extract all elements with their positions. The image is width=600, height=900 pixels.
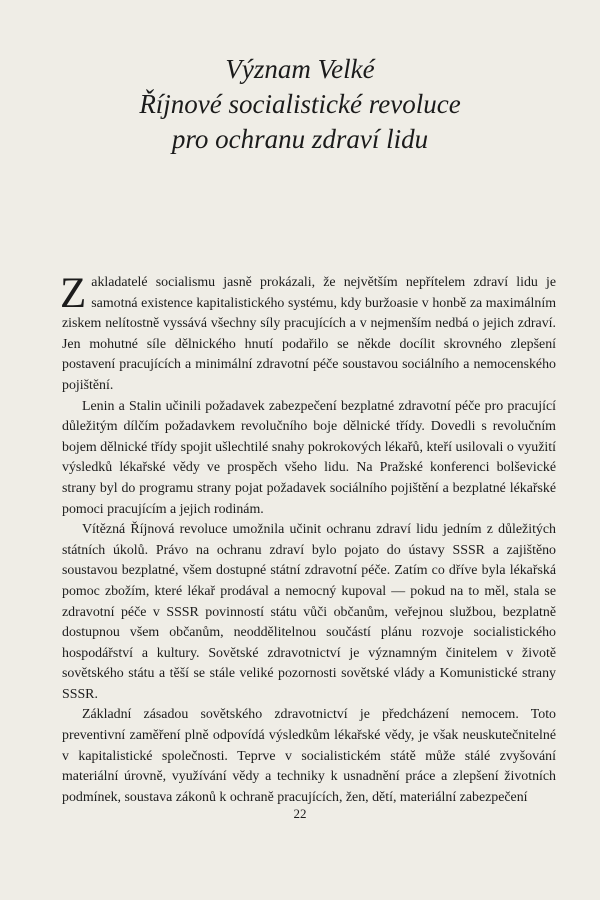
chapter-title	[0, 52, 600, 157]
paragraph-1-text: akladatelé socialismu jasně prokázali, že největším nepřítelem zdraví lidu je samotná existence kapitalistického systému, kdy buržoasie v honbě za maximálním ziskem nelítostně vyssává všechny síly pracujících a v nejmenším nedbá o jejich zdraví. Jen mohutné síle dělnického hnutí podařilo se někde docílit skrovného zlepšení postavení pracujících a minimální zdravotní péče soustavou sociálního a nemocenského pojištění.	[62, 275, 556, 393]
page-number: 22	[293, 806, 307, 821]
drop-cap: Z	[60, 270, 87, 317]
body-text	[60, 270, 556, 808]
paragraph-2: Lenin a Stalin učinili požadavek zabezpečení bezplatné zdravotní péče pro pracující důležitým dílčím požadavkem revolučního boje dělnické třídy. Dovedli s revolučním bojem dělnické třídy spojit ušlechtilé snahy pokrokových lékařů, kteří usilovali o využití výsledků lékařské vědy ve prospěch všeho lidu. Na Pražské konferenci bolševické strany byl do programu strany pojat požadavek sociálního pojištění a bezplatné lékařské pomoci pracujícím a jejich rodinám.	[62, 398, 556, 517]
title-line-2: Říjnové socialistické revoluce	[139, 89, 461, 119]
paragraph-4: Základní zásadou sovětského zdravotnictví je předcházení nemocem. Toto preventivní zaměření plně odpovídá výsledkům lékařské vědy, je však neuskutečnitelné v kapitalistické společnosti. Teprve v socialistickém státě může stálé zvyšování materiální úrovně, využívání vědy a techniky k usnadnění práce a zlepšení životních podmínek, soustava zákonů k ochraně pracujících, žen, dětí, materiální zabezpečení	[62, 707, 556, 805]
paragraph-3: Vítězná Říjnová revoluce umožnila učinit ochranu zdraví lidu jedním z důležitých státních úkolů. Právo na ochranu zdraví bylo pojato do ústavy SSSR a zajištěno soustavou bezplatné, všem dostupné státní zdravotní péče. Zatím co dříve byla lékařská pomoc zbožím, které lékař prodával a nemocný kupoval — pokud na to měl, stala se zdravotní péče v SSSR povinností státu vůči občanům, veřejnou službou, bezplatně dostupnou všem občanům, neoddělitelnou součástí plánu rozvoje socialistického hospodářství a kultury. Sovětské zdravotnictví je významným činitelem v životě sovětského státu a těší se stále veliké pozornosti sovětské vlády a Komunistické strany SSSR.	[62, 522, 556, 702]
paragraph-1	[60, 270, 556, 397]
title-line-3: pro ochranu zdraví lidu	[171, 124, 429, 154]
title-line-1: Význam Velké	[225, 54, 375, 84]
